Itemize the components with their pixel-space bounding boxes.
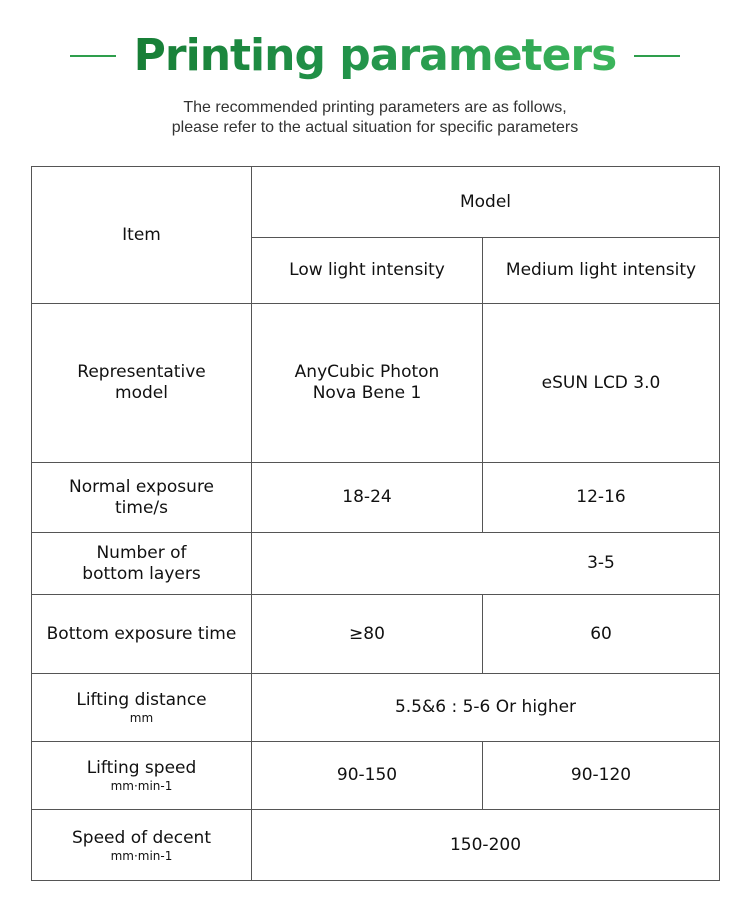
subtitle-line-1: The recommended printing parameters are as follows, (183, 99, 567, 116)
model-header: Model (252, 167, 720, 238)
parameters-table (31, 166, 720, 881)
header-row-model (32, 167, 720, 238)
cell-low: 90-150 (252, 742, 483, 810)
cell-spanning (252, 533, 720, 595)
row-label-cell (32, 674, 252, 742)
title-left-dash (70, 55, 116, 57)
row-unit: mm·min-1 (110, 848, 173, 863)
table-row-bottom-layers (32, 533, 720, 595)
row-label: Representative model (32, 304, 252, 463)
subtitle-line-2: please refer to the actual situation for specific parameters (171, 119, 579, 136)
table-row-lifting-speed (32, 742, 720, 810)
page-header (0, 26, 750, 86)
cell-value: 3-5 (587, 553, 615, 573)
cell-low: 18-24 (252, 463, 483, 533)
cell-medium: 60 (483, 595, 720, 674)
row-unit: mm·min-1 (110, 779, 173, 793)
cell-low: AnyCubic Photon Nova Bene 1 (252, 304, 483, 463)
row-label-cell (32, 810, 252, 881)
row-label: Lifting speed (86, 758, 197, 778)
row-label-cell (32, 742, 252, 810)
page-subtitle (0, 98, 750, 138)
cell-medium: 12-16 (483, 463, 720, 533)
row-label: Number of bottom layers (32, 533, 252, 595)
row-label: Lifting distance (76, 690, 207, 710)
cell-value: 150-200 (252, 810, 720, 881)
table-row-lifting-distance (32, 674, 720, 742)
row-label: Bottom exposure time (32, 595, 252, 674)
row-label: Normal exposure time/s (32, 463, 252, 533)
cell-medium: 90-120 (483, 742, 720, 810)
table-row-bottom-exposure (32, 595, 720, 674)
row-unit: mm (129, 711, 154, 725)
item-header: Item (32, 167, 252, 304)
cell-medium: eSUN LCD 3.0 (483, 304, 720, 463)
table-row-decent-speed (32, 810, 720, 881)
page-title: Printing parameters (134, 26, 617, 86)
table-row-normal-exposure (32, 463, 720, 533)
title-right-dash (634, 55, 680, 57)
medium-intensity-header: Medium light intensity (483, 238, 720, 304)
row-label: Speed of decent (72, 827, 211, 848)
table-row-representative-model (32, 304, 720, 463)
low-intensity-header: Low light intensity (252, 238, 483, 304)
cell-value: 5.5&6 : 5-6 Or higher (252, 674, 720, 742)
cell-low: ≥80 (252, 595, 483, 674)
